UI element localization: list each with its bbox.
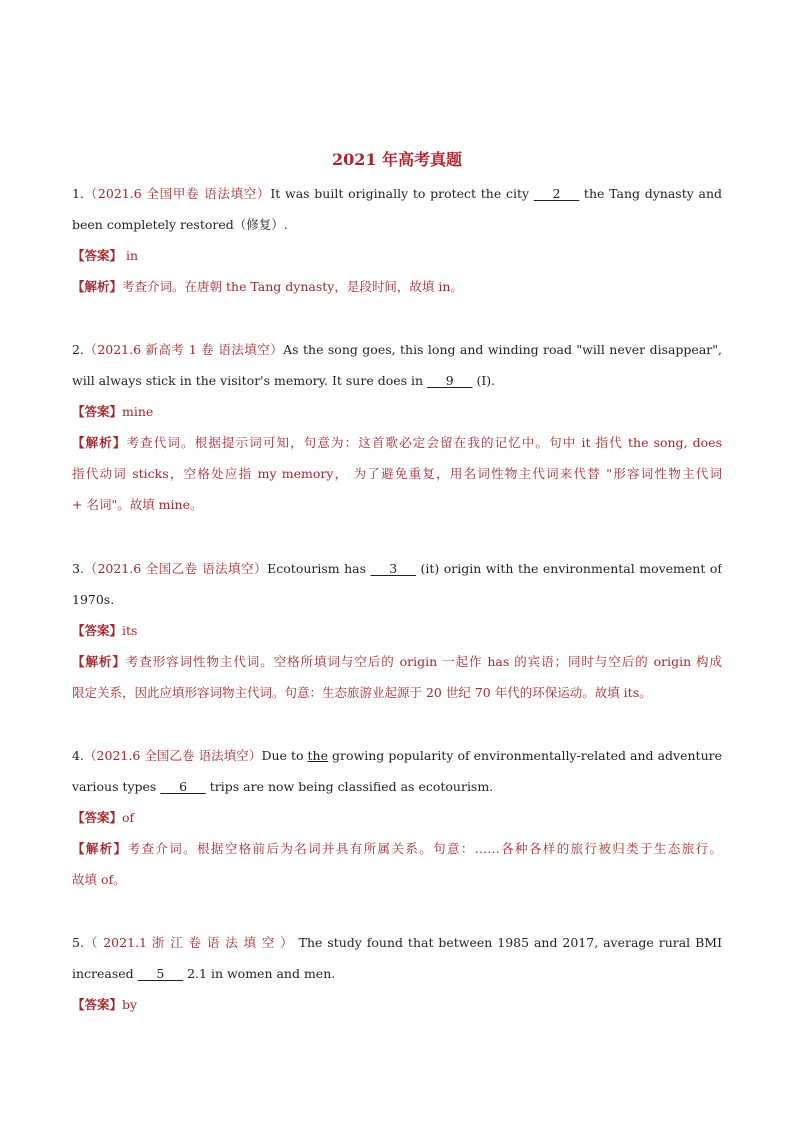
analysis-line xyxy=(72,271,722,302)
stem-text: Ecotourism has xyxy=(267,561,371,576)
answer-line xyxy=(72,989,722,1020)
stem-text: been completely restored（修复）. xyxy=(72,217,288,232)
question-stem xyxy=(72,178,722,209)
stem-text: As the song goes, this long and winding road "will never disappear", xyxy=(283,342,722,357)
blank: ___9___ xyxy=(427,373,473,388)
question-stem xyxy=(72,365,722,396)
stem-text: The study found that between 1985 and 2017, average rural BMI xyxy=(293,935,722,950)
blank: ___2___ xyxy=(533,186,580,201)
answer-value: its xyxy=(122,623,138,638)
question-stem xyxy=(72,771,722,802)
analysis-line xyxy=(72,833,722,864)
page-title: 2021 年高考真题 xyxy=(331,150,463,169)
analysis-text: 考查介词。根据空格前后为名词并具有所属关系。句意：……各种各样的旅行被归类于生态旅行。 xyxy=(127,841,722,856)
analysis-label: 【解析】 xyxy=(72,435,127,450)
blank: ___3___ xyxy=(370,561,416,576)
question-number: 4. xyxy=(72,748,84,763)
analysis-line xyxy=(72,677,722,708)
question-3 xyxy=(72,553,722,708)
stem-text: (it) origin with the environmental movement of xyxy=(420,561,722,576)
blank: ___6___ xyxy=(160,779,206,794)
answer-value: of xyxy=(122,810,135,825)
blank: ___5___ xyxy=(137,966,184,981)
stem-text: trips are now being classified as ecotourism. xyxy=(205,779,494,794)
analysis-line xyxy=(72,427,722,458)
question-stem xyxy=(72,553,722,584)
analysis-text: 考查形容词性物主代词。空格所填词与空后的 origin 一起作 has 的宾语；同时与空后的 origin 构成 xyxy=(125,654,722,669)
stem-text: 1970s. xyxy=(72,592,115,607)
analysis-label: 【解析】 xyxy=(72,279,123,294)
analysis-text: 指代动词 sticks，空格处应指 my memory， 为了避免重复，用名词性物主代词来代替 "形容词性物主代词 xyxy=(72,466,722,481)
stem-text: the xyxy=(307,748,329,763)
answer-line xyxy=(72,240,722,271)
stem-text: various types xyxy=(72,779,161,794)
analysis-text: 限定关系，因此应填形容词物主代词。句意：生态旅游业起源于 20 世纪 70 年代的环保运动。故填 its。 xyxy=(72,685,652,700)
analysis-line xyxy=(72,646,722,677)
answer-label: 【答案】 xyxy=(72,623,123,638)
answer-line xyxy=(72,615,722,646)
stem-text: It was built originally to protect the city xyxy=(270,186,534,201)
stem-text: will always stick in the visitor's memory. It sure does in xyxy=(72,373,428,388)
question-stem xyxy=(72,740,722,771)
answer-value: by xyxy=(122,997,138,1012)
stem-text: the Tang dynasty and xyxy=(583,186,722,201)
answer-label: 【答案】 xyxy=(72,248,123,263)
question-number: 3. xyxy=(72,561,84,576)
answer-label: 【答案】 xyxy=(72,810,123,825)
answer-label: 【答案】 xyxy=(72,997,123,1012)
answer-line xyxy=(72,396,722,427)
answer-value: in xyxy=(122,248,139,263)
answer-value: mine xyxy=(122,404,154,419)
question-number: 5. xyxy=(72,935,84,950)
analysis-line xyxy=(72,864,722,895)
question-source: （2021.6 全国乙卷 语法填空） xyxy=(83,748,262,763)
question-stem xyxy=(72,209,722,240)
question-stem xyxy=(72,334,722,365)
analysis-line xyxy=(72,458,722,489)
question-1 xyxy=(72,178,722,302)
stem-text: (I). xyxy=(472,373,496,388)
question-5 xyxy=(72,927,722,1020)
question-stem xyxy=(72,584,722,615)
analysis-label: 【解析】 xyxy=(72,841,128,856)
analysis-text: 故填 of。 xyxy=(72,872,126,887)
analysis-line xyxy=(72,489,722,520)
analysis-text: + 名词"。故填 mine。 xyxy=(72,497,203,512)
question-stem xyxy=(72,958,722,989)
stem-text: 2.1 in women and men. xyxy=(183,966,336,981)
question-stem xyxy=(72,927,722,958)
answer-label: 【答案】 xyxy=(72,404,123,419)
answer-line xyxy=(72,802,722,833)
question-source: （ 2021.1 浙 江 卷 语 法 填 空 ） xyxy=(83,935,294,950)
question-source: （2021.6 新高考 1 卷 语法填空） xyxy=(83,342,284,357)
stem-text: growing popularity of environmentally-related and adventure xyxy=(332,748,722,763)
analysis-text: 考查代词。根据提示词可知，句意为：这首歌必定会留在我的记忆中。句中 it 指代 the song, does xyxy=(126,435,722,450)
question-number: 1. xyxy=(72,186,84,201)
analysis-label: 【解析】 xyxy=(72,654,126,669)
question-2 xyxy=(72,334,722,520)
question-source: （2021.6 全国乙卷 语法填空） xyxy=(83,561,268,576)
analysis-text: 考查介词。在唐朝 the Tang dynasty，是段时间，故填 in。 xyxy=(122,279,463,294)
stem-text: Due to xyxy=(261,748,308,763)
question-source: （2021.6 全国甲卷 语法填空） xyxy=(83,186,271,201)
stem-text: increased xyxy=(72,966,138,981)
question-number: 2. xyxy=(72,342,84,357)
question-4 xyxy=(72,740,722,895)
